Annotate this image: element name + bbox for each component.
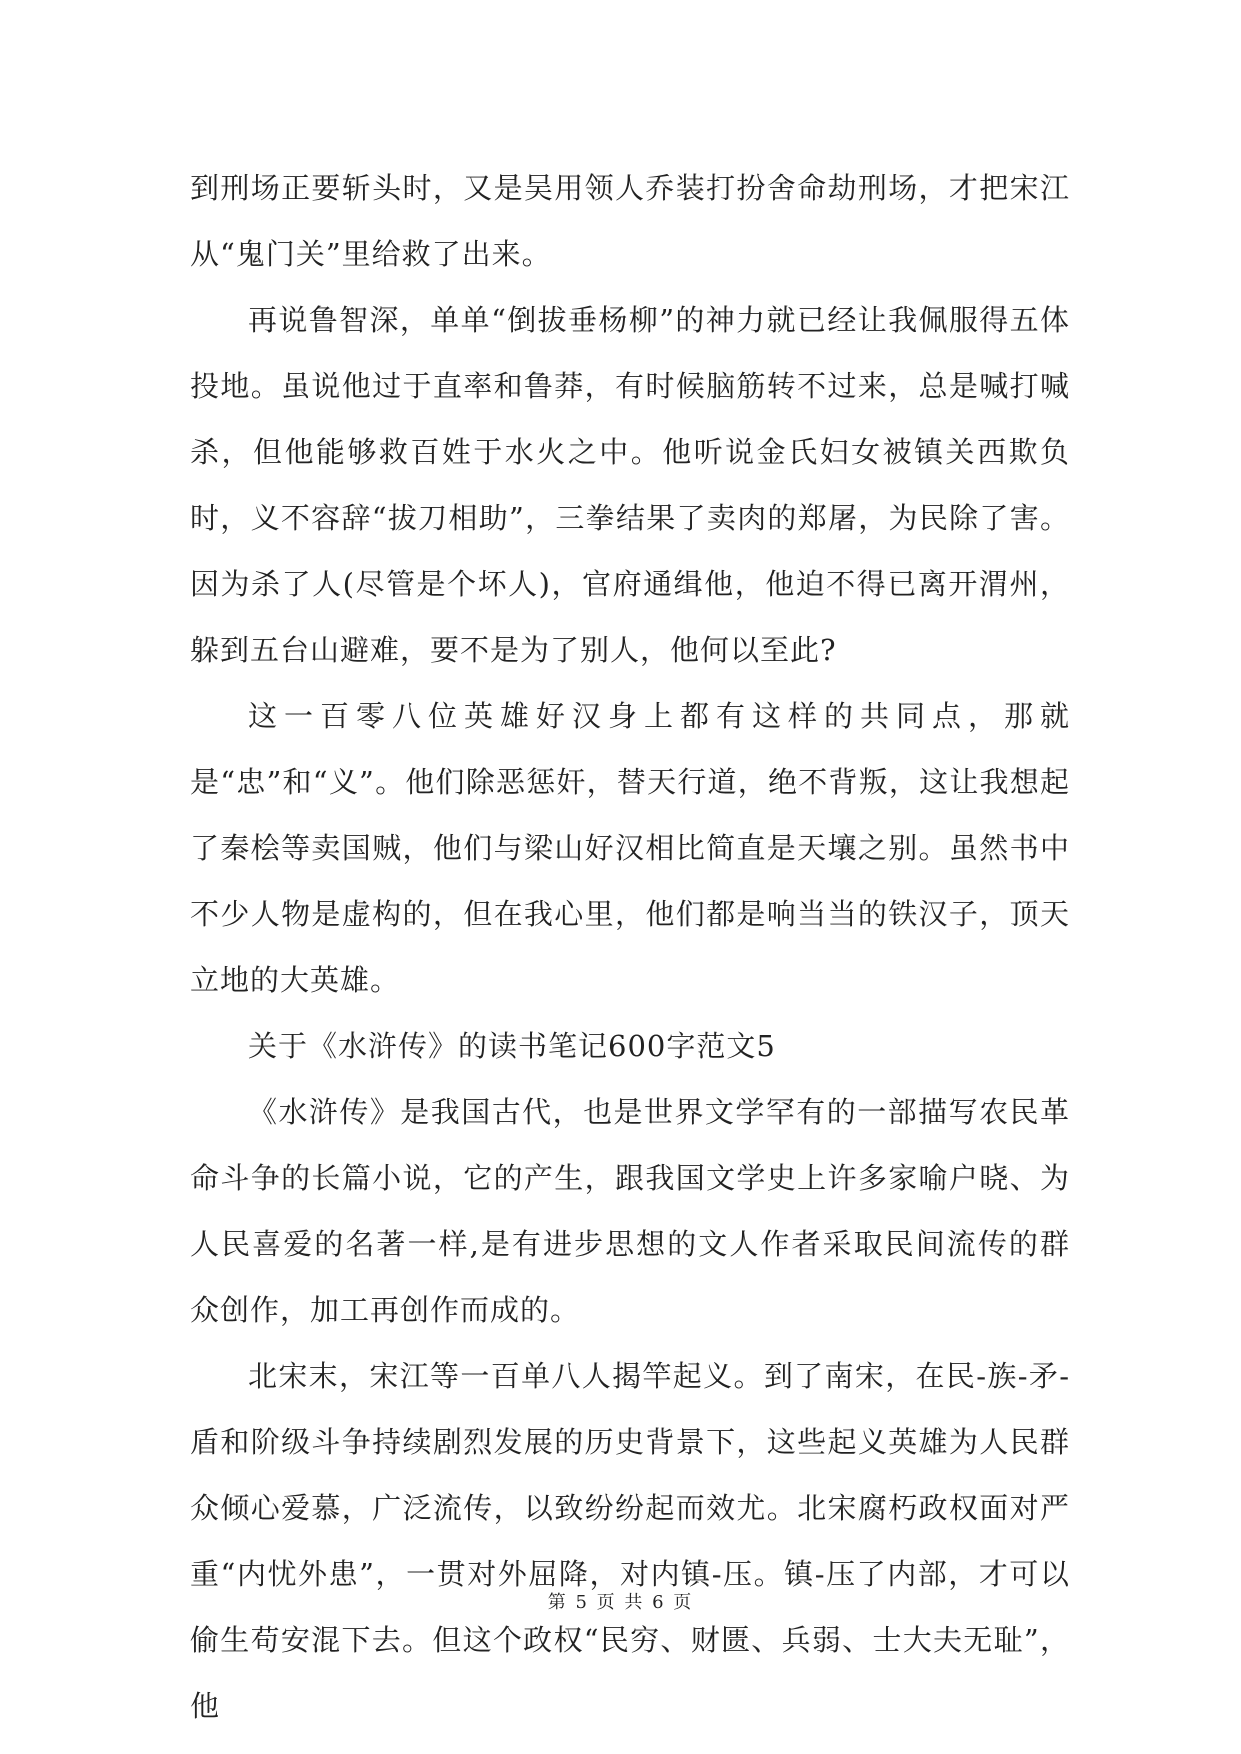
section-heading: 关于《水浒传》的读书笔记600字范文5: [248, 1029, 776, 1063]
paragraph-2: 再说鲁智深，单单“倒拔垂杨柳”的神力就已经让我佩服得五体投地。虽说他过于直率和鲁莽，有时候脑筋转不过来，总是喊打喊杀，但他能够救百姓于水火之中。他听说金氏妇女被镇关西欺负时，义不容辞“拔刀相助”，三拳结果了卖肉的郑屠，为民除了害。因为杀了人(尽管是个坏人)，官府通缉他，他迫不得已离开渭州，躲到五台山避难，要不是为了别人，他何以至此?: [190, 303, 1070, 667]
paragraph-5: 北宋末，宋江等一百单八人揭竿起义。到了南宋，在民-族-矛-盾和阶级斗争持续剧烈发展的历史背景下，这些起义英雄为人民群众倾心爱慕，广泛流传，以致纷纷起而效尤。北宋腐朽政权面对严重“内忧外患”，一贯对外屈降，对内镇-压。镇-压了内部，才可以偷生苟安混下去。但这个政权“民穷、财匮、兵弱、士大夫无耻”，他: [190, 1359, 1070, 1723]
paragraph-1: 到刑场正要斩头时，又是吴用领人乔装打扮舍命劫刑场，才把宋江从“鬼门关”里给救了出来。: [190, 171, 1070, 271]
paragraph-3: 这一百零八位英雄好汉身上都有这样的共同点，那就是“忠”和“义”。他们除恶惩奸，替天行道，绝不背叛，这让我想起了秦桧等卖国贼，他们与梁山好汉相比简直是天壤之别。虽然书中不少人物是虚构的，但在我心里，他们都是响当当的铁汉子，顶天立地的大英雄。: [190, 699, 1070, 997]
document-body: [190, 155, 1070, 1739]
page-number-footer: 第 5 页 共 6 页: [547, 1592, 694, 1613]
paragraph-4: 《水浒传》是我国古代，也是世界文学罕有的一部描写农民革命斗争的长篇小说，它的产生，跟我国文学史上许多家喻户晓、为人民喜爱的名著一样,是有进步思想的文人作者采取民间流传的群众创作，加工再创作而成的。: [190, 1095, 1070, 1327]
